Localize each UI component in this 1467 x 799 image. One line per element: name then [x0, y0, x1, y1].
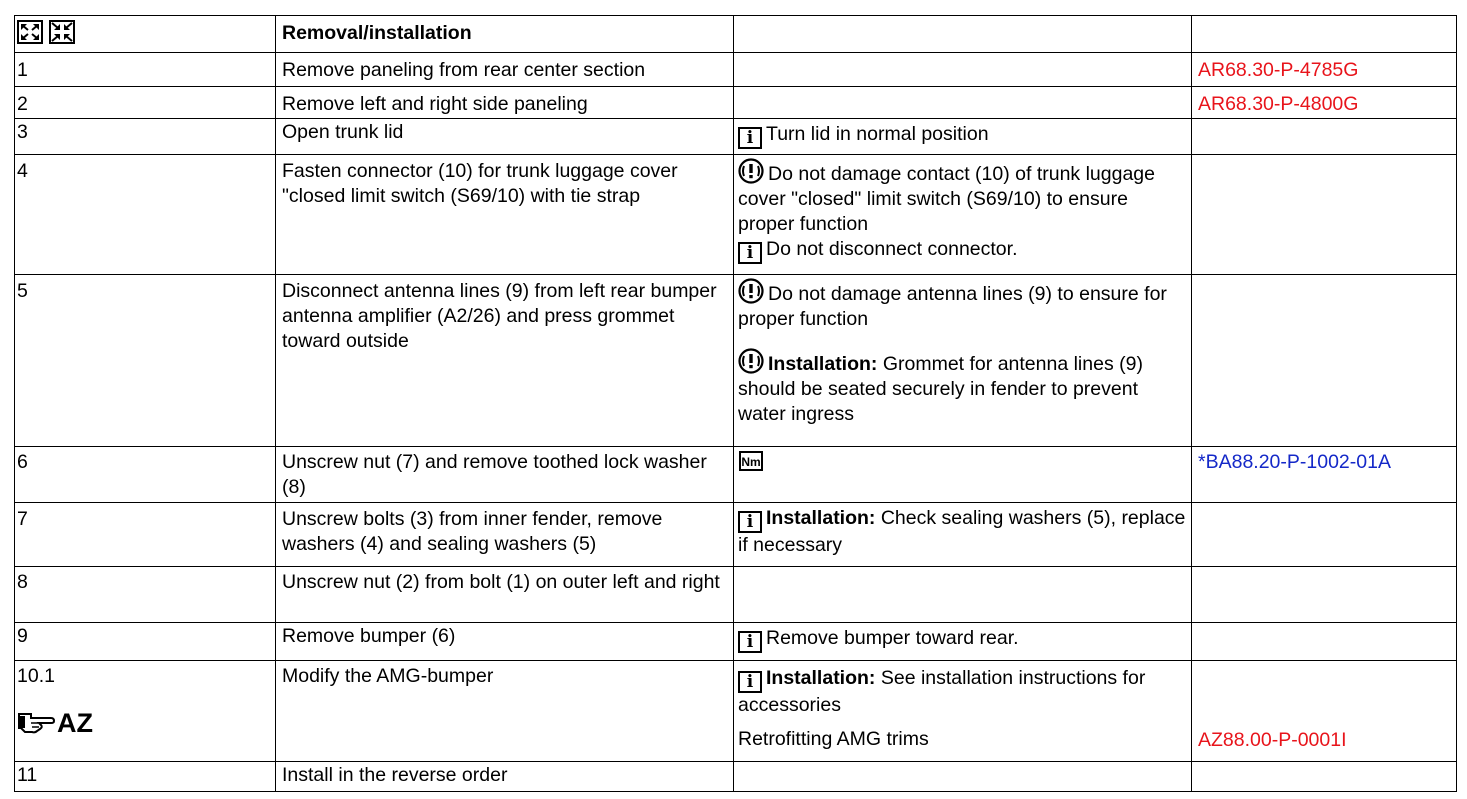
warning-note: Do not damage antenna lines (9) to ensure for proper function — [738, 283, 1167, 330]
step-note: Turn lid in normal position — [766, 123, 989, 145]
info-icon: i — [738, 127, 762, 149]
table-row — [15, 447, 1457, 503]
info-icon: i — [738, 671, 762, 693]
view-toggle-cell — [15, 16, 276, 53]
info-icon: i — [738, 242, 762, 264]
step-number: 3 — [15, 119, 276, 155]
table-row — [15, 503, 1457, 567]
table-row — [15, 762, 1457, 792]
step-number: 1 — [15, 53, 276, 87]
step-action: Disconnect antenna lines (9) from left rear bumper antenna amplifier (A2/26) and press grommet toward outside — [276, 275, 734, 447]
reference-link[interactable]: AZ88.00-P-0001I — [1198, 729, 1347, 751]
table-row — [15, 567, 1457, 623]
expand-icon[interactable] — [17, 20, 43, 44]
step-number: 4 — [15, 155, 276, 275]
step-action: Remove bumper (6) — [276, 623, 734, 661]
step-action: Unscrew nut (7) and remove toothed lock washer (8) — [276, 447, 734, 503]
collapse-icon[interactable] — [49, 20, 75, 44]
installation-label: Installation: — [768, 353, 878, 375]
installation-note: Grommet for antenna lines (9) should be seated securely in fender to prevent water ingress — [738, 353, 1143, 425]
table-header-row — [15, 16, 1457, 53]
torque-label: Nm — [741, 455, 761, 469]
table-row — [15, 275, 1457, 447]
table-row — [15, 623, 1457, 661]
step-action: Fasten connector (10) for trunk luggage cover "closed limit switch (S69/10) with tie strap — [276, 155, 734, 275]
table-row — [15, 661, 1457, 762]
reference-link[interactable]: AR68.30-P-4785G — [1198, 59, 1359, 81]
step-number: 5 — [15, 275, 276, 447]
retrofit-note: Retrofitting AMG trims — [738, 728, 929, 750]
step-action: Remove paneling from rear center section — [276, 53, 734, 87]
table-row — [15, 87, 1457, 119]
warning-note: Do not damage contact (10) of trunk luggage cover "closed" limit switch (S69/10) to ensure proper function — [738, 163, 1155, 235]
info-note: Do not disconnect connector. — [766, 238, 1018, 260]
step-action: Open trunk lid — [276, 119, 734, 155]
procedure-table — [14, 15, 1457, 792]
table-row — [15, 53, 1457, 87]
step-number: 6 — [15, 447, 276, 503]
hand-pointer-icon — [17, 710, 55, 736]
info-icon: i — [738, 511, 762, 533]
step-action: Install in the reverse order — [276, 762, 734, 792]
torque-icon[interactable] — [738, 450, 764, 472]
step-number: 9 — [15, 623, 276, 661]
step-action: Remove left and right side paneling — [276, 87, 734, 119]
reference-link[interactable]: AR68.30-P-4800G — [1198, 93, 1359, 115]
step-number: 11 — [15, 762, 276, 792]
step-action: Unscrew bolts (3) from inner fender, remove washers (4) and sealing washers (5) — [276, 503, 734, 567]
warning-icon — [738, 278, 764, 304]
accessory-badge-label: AZ — [57, 708, 93, 738]
step-action: Unscrew nut (2) from bolt (1) on outer left and right — [276, 567, 734, 623]
table-row — [15, 155, 1457, 275]
accessory-badge — [17, 709, 271, 737]
installation-note: See installation instructions for accessories — [738, 667, 1146, 716]
step-number: 7 — [15, 503, 276, 567]
step-action: Modify the AMG-bumper — [276, 661, 734, 762]
installation-label: Installation: — [766, 667, 876, 689]
step-note: Remove bumper toward rear. — [766, 627, 1019, 649]
installation-note: Check sealing washers (5), replace if necessary — [738, 507, 1186, 556]
step-number: 10.1 — [17, 665, 55, 687]
step-number: 2 — [15, 87, 276, 119]
warning-icon — [738, 158, 764, 184]
torque-spec-link[interactable]: *BA88.20-P-1002-01A — [1198, 451, 1391, 473]
info-icon: i — [738, 631, 762, 653]
step-number: 8 — [15, 567, 276, 623]
header-title: Removal/installation — [276, 16, 734, 53]
warning-icon — [738, 348, 764, 374]
table-row — [15, 119, 1457, 155]
installation-label: Installation: — [766, 507, 876, 529]
